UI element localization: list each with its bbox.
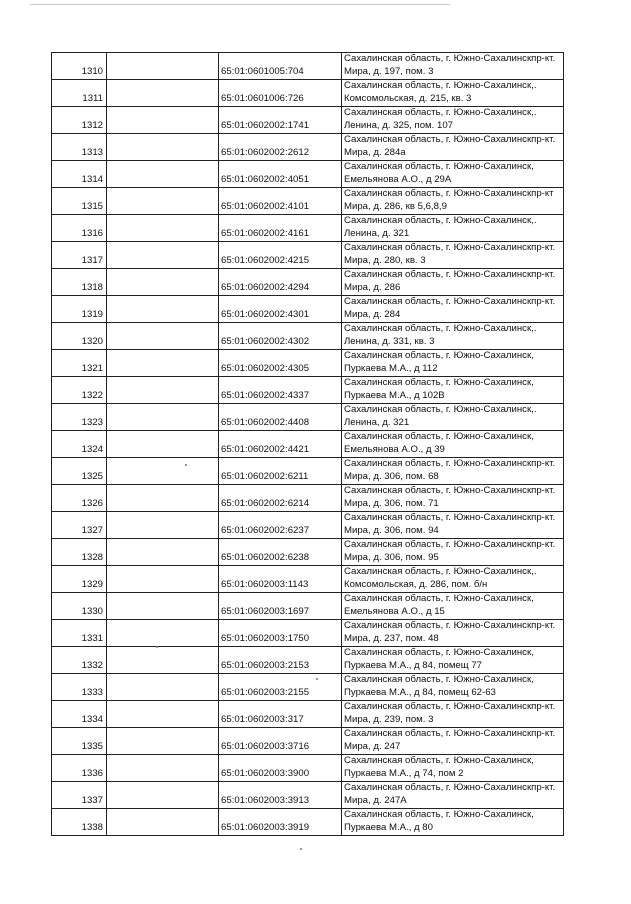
address-line-1: Сахалинская область, г. Южно-Сахалинскпр-кт. <box>344 485 556 496</box>
row-number: 1338 <box>52 809 107 836</box>
address-line-1: Сахалинская область, г. Южно-Сахалинск,. <box>344 107 537 118</box>
address-line-1: Сахалинская область, г. Южно-Сахалинскпр-кт. <box>344 458 556 469</box>
address-line-2: Комсомольская, д. 286, пом. б/н <box>344 578 488 590</box>
address-line-2: Ленина, д. 331, кв. 3 <box>344 335 435 347</box>
address-line-2: Ленина, д. 321 <box>344 227 410 239</box>
address-line-2: Мира, д. 237, пом. 48 <box>344 632 439 644</box>
address-cell <box>342 404 564 431</box>
address-cell <box>342 809 564 836</box>
address-line-1: Сахалинская область, г. Южно-Сахалинск, <box>344 593 534 604</box>
row-number: 1320 <box>52 323 107 350</box>
address-line-2: Емельянова А.О., д 29А <box>344 173 452 185</box>
table-row <box>52 107 564 134</box>
address-line-2: Мира, д. 286, кв 5,6,8,9 <box>344 200 447 212</box>
cadastral-number: 65:01:0602002:2612 <box>219 134 342 161</box>
table-row <box>52 323 564 350</box>
address-line-1: Сахалинская область, г. Южно-Сахалинскпр-кт. <box>344 242 556 253</box>
row-number: 1317 <box>52 242 107 269</box>
row-number: 1321 <box>52 350 107 377</box>
empty-cell <box>107 323 219 350</box>
address-cell <box>342 647 564 674</box>
empty-cell <box>107 458 219 485</box>
address-line-2: Ленина, д. 325, пом. 107 <box>344 119 453 131</box>
address-line-1: Сахалинская область, г. Южно-Сахалинск, <box>344 647 534 658</box>
property-registry-table <box>51 52 564 836</box>
address-line-2: Пуркаева М.А., д 74, пом 2 <box>344 767 464 779</box>
empty-cell <box>107 755 219 782</box>
cadastral-number: 65:01:0602003:3900 <box>219 755 342 782</box>
address-cell <box>342 134 564 161</box>
address-cell <box>342 80 564 107</box>
cadastral-number: 65:01:0601006:726 <box>219 80 342 107</box>
address-line-2: Пуркаева М.А., д 84, помещ 62-63 <box>344 686 496 698</box>
address-line-2: Пуркаева М.А., д 80 <box>344 821 433 833</box>
address-line-1: Сахалинская область, г. Южно-Сахалинск, <box>344 161 534 172</box>
cadastral-number: 65:01:0602002:4051 <box>219 161 342 188</box>
address-line-2: Мира, д. 306, пом. 68 <box>344 470 439 482</box>
empty-cell <box>107 566 219 593</box>
row-number: 1329 <box>52 566 107 593</box>
table-row <box>52 377 564 404</box>
table-row <box>52 809 564 836</box>
table-row <box>52 188 564 215</box>
table-row <box>52 431 564 458</box>
cadastral-number: 65:01:0602002:4294 <box>219 269 342 296</box>
cadastral-number: 65:01:0602003:2155 <box>219 674 342 701</box>
address-cell <box>342 161 564 188</box>
table-row <box>52 269 564 296</box>
address-cell <box>342 269 564 296</box>
row-number: 1311 <box>52 80 107 107</box>
table-row <box>52 485 564 512</box>
row-number: 1333 <box>52 674 107 701</box>
table-row <box>52 512 564 539</box>
address-line-1: Сахалинская область, г. Южно-Сахалинск,. <box>344 566 537 577</box>
row-number: 1312 <box>52 107 107 134</box>
address-line-1: Сахалинская область, г. Южно-Сахалинскпр-кт. <box>344 269 556 280</box>
cadastral-number: 65:01:0602002:4161 <box>219 215 342 242</box>
cadastral-number: 65:01:0602002:4301 <box>219 296 342 323</box>
row-number: 1310 <box>52 53 107 80</box>
scan-edge-line <box>30 4 450 5</box>
empty-cell <box>107 539 219 566</box>
address-line-1: Сахалинская область, г. Южно-Сахалинскпр-кт. <box>344 620 556 631</box>
row-number: 1325 <box>52 458 107 485</box>
address-cell <box>342 188 564 215</box>
address-line-2: Мира, д. 286 <box>344 281 401 293</box>
address-cell <box>342 458 564 485</box>
address-cell <box>342 728 564 755</box>
empty-cell <box>107 377 219 404</box>
address-line-1: Сахалинская область, г. Южно-Сахалинскпр-кт. <box>344 782 556 793</box>
cadastral-number: 65:01:0602002:4215 <box>219 242 342 269</box>
empty-cell <box>107 512 219 539</box>
cadastral-number: 65:01:0602003:3919 <box>219 809 342 836</box>
address-line-1: Сахалинская область, г. Южно-Сахалинск, <box>344 674 534 685</box>
address-cell <box>342 242 564 269</box>
table-row <box>52 404 564 431</box>
cadastral-number: 65:01:0602002:4101 <box>219 188 342 215</box>
table-row <box>52 593 564 620</box>
address-line-1: Сахалинская область, г. Южно-Сахалинск,. <box>344 215 537 226</box>
empty-cell <box>107 350 219 377</box>
address-cell <box>342 350 564 377</box>
empty-cell <box>107 80 219 107</box>
empty-cell <box>107 647 219 674</box>
address-line-2: Мира, д. 197, пом. 3 <box>344 65 434 77</box>
cadastral-number: 65:01:0602003:317 <box>219 701 342 728</box>
table-row <box>52 215 564 242</box>
empty-cell <box>107 404 219 431</box>
address-cell <box>342 755 564 782</box>
row-number: 1326 <box>52 485 107 512</box>
row-number: 1331 <box>52 620 107 647</box>
address-cell <box>342 377 564 404</box>
address-line-2: Мира, д. 306, пом. 94 <box>344 524 439 536</box>
address-line-2: Мира, д. 284а <box>344 146 406 158</box>
address-cell <box>342 566 564 593</box>
row-number: 1330 <box>52 593 107 620</box>
cadastral-number: 65:01:0602003:2153 <box>219 647 342 674</box>
address-line-2: Емельянова А.О., д 15 <box>344 605 445 617</box>
scan-speck <box>185 464 187 466</box>
cadastral-number: 65:01:0602002:4337 <box>219 377 342 404</box>
address-line-1: Сахалинская область, г. Южно-Сахалинск,. <box>344 323 537 334</box>
table-row <box>52 539 564 566</box>
address-line-1: Сахалинская область, г. Южно-Сахалинскпр-кт. <box>344 728 556 739</box>
address-cell <box>342 53 564 80</box>
table-row <box>52 458 564 485</box>
table-row <box>52 566 564 593</box>
address-cell <box>342 674 564 701</box>
row-number: 1319 <box>52 296 107 323</box>
empty-cell <box>107 296 219 323</box>
address-line-1: Сахалинская область, г. Южно-Сахалинскпр-кт. <box>344 701 556 712</box>
address-line-2: Пуркаева М.А., д 84, помещ 77 <box>344 659 482 671</box>
address-line-2: Пуркаева М.А., д 112 <box>344 362 438 374</box>
scan-speck <box>300 848 302 850</box>
cadastral-number: 65:01:0602003:1697 <box>219 593 342 620</box>
row-number: 1318 <box>52 269 107 296</box>
cadastral-number: 65:01:0602002:6211 <box>219 458 342 485</box>
address-line-2: Пуркаева М.А., д 102В <box>344 389 445 401</box>
table-row <box>52 161 564 188</box>
row-number: 1332 <box>52 647 107 674</box>
table-row <box>52 755 564 782</box>
row-number: 1328 <box>52 539 107 566</box>
empty-cell <box>107 674 219 701</box>
row-number: 1336 <box>52 755 107 782</box>
empty-cell <box>107 107 219 134</box>
cadastral-number: 65:01:0602002:4408 <box>219 404 342 431</box>
table-row <box>52 620 564 647</box>
table-body <box>52 53 564 836</box>
table-row <box>52 674 564 701</box>
address-line-1: Сахалинская область, г. Южно-Сахалинскпр-кт. <box>344 134 556 145</box>
address-cell <box>342 593 564 620</box>
table-row <box>52 134 564 161</box>
empty-cell <box>107 188 219 215</box>
address-cell <box>342 431 564 458</box>
empty-cell <box>107 809 219 836</box>
empty-cell <box>107 242 219 269</box>
address-line-2: Мира, д. 247А <box>344 794 407 806</box>
cadastral-number: 65:01:0601005:704 <box>219 53 342 80</box>
cadastral-number: 65:01:0602002:6214 <box>219 485 342 512</box>
address-line-2: Емельянова А.О., д 39 <box>344 443 445 455</box>
address-line-1: Сахалинская область, г. Южно-Сахалинскпр-кт <box>344 188 554 199</box>
row-number: 1327 <box>52 512 107 539</box>
row-number: 1322 <box>52 377 107 404</box>
row-number: 1313 <box>52 134 107 161</box>
empty-cell <box>107 161 219 188</box>
cadastral-number: 65:01:0602003:1143 <box>219 566 342 593</box>
cadastral-number: 65:01:0602002:4421 <box>219 431 342 458</box>
address-line-2: Комсомольская, д. 215, кв. 3 <box>344 92 472 104</box>
row-number: 1337 <box>52 782 107 809</box>
address-cell <box>342 620 564 647</box>
cadastral-number: 65:01:0602002:1741 <box>219 107 342 134</box>
address-line-2: Мира, д. 280, кв. 3 <box>344 254 426 266</box>
scan-speck <box>156 646 158 648</box>
empty-cell <box>107 134 219 161</box>
row-number: 1334 <box>52 701 107 728</box>
address-cell <box>342 215 564 242</box>
empty-cell <box>107 215 219 242</box>
cadastral-number: 65:01:0602002:4302 <box>219 323 342 350</box>
table-row <box>52 701 564 728</box>
cadastral-number: 65:01:0602003:3716 <box>219 728 342 755</box>
address-line-2: Мира, д. 239, пом. 3 <box>344 713 434 725</box>
address-line-2: Мира, д. 306, пом. 71 <box>344 497 439 509</box>
empty-cell <box>107 269 219 296</box>
address-line-2: Мира, д. 306, пом. 95 <box>344 551 439 563</box>
empty-cell <box>107 782 219 809</box>
address-cell <box>342 107 564 134</box>
cadastral-number: 65:01:0602002:4305 <box>219 350 342 377</box>
cadastral-number: 65:01:0602003:3913 <box>219 782 342 809</box>
address-cell <box>342 485 564 512</box>
address-line-1: Сахалинская область, г. Южно-Сахалинскпр-кт. <box>344 53 556 64</box>
address-line-2: Ленина, д. 321 <box>344 416 410 428</box>
address-line-1: Сахалинская область, г. Южно-Сахалинск, <box>344 350 534 361</box>
address-cell <box>342 512 564 539</box>
row-number: 1315 <box>52 188 107 215</box>
empty-cell <box>107 53 219 80</box>
address-cell <box>342 539 564 566</box>
row-number: 1335 <box>52 728 107 755</box>
scan-speck <box>316 678 318 680</box>
row-number: 1314 <box>52 161 107 188</box>
empty-cell <box>107 728 219 755</box>
address-cell <box>342 323 564 350</box>
address-cell <box>342 701 564 728</box>
address-line-1: Сахалинская область, г. Южно-Сахалинск,. <box>344 80 537 91</box>
address-cell <box>342 782 564 809</box>
address-cell <box>342 296 564 323</box>
address-line-1: Сахалинская область, г. Южно-Сахалинскпр-кт. <box>344 512 556 523</box>
address-line-2: Мира, д. 284 <box>344 308 401 320</box>
cadastral-number: 65:01:0602002:6237 <box>219 512 342 539</box>
table-row <box>52 80 564 107</box>
table-row <box>52 350 564 377</box>
cadastral-number: 65:01:0602003:1750 <box>219 620 342 647</box>
empty-cell <box>107 593 219 620</box>
table-row <box>52 782 564 809</box>
empty-cell <box>107 701 219 728</box>
empty-cell <box>107 620 219 647</box>
table-row <box>52 647 564 674</box>
table-row <box>52 728 564 755</box>
table-row <box>52 242 564 269</box>
address-line-1: Сахалинская область, г. Южно-Сахалинскпр-кт. <box>344 296 556 307</box>
address-line-2: Мира, д. 247 <box>344 740 401 752</box>
table-row <box>52 53 564 80</box>
address-line-1: Сахалинская область, г. Южно-Сахалинск, <box>344 755 534 766</box>
row-number: 1324 <box>52 431 107 458</box>
address-line-1: Сахалинская область, г. Южно-Сахалинск, <box>344 809 534 820</box>
table-row <box>52 296 564 323</box>
row-number: 1323 <box>52 404 107 431</box>
cadastral-number: 65:01:0602002:6238 <box>219 539 342 566</box>
address-line-1: Сахалинская область, г. Южно-Сахалинск,. <box>344 404 537 415</box>
address-line-1: Сахалинская область, г. Южно-Сахалинск, <box>344 377 534 388</box>
empty-cell <box>107 431 219 458</box>
address-line-1: Сахалинская область, г. Южно-Сахалинск, <box>344 431 534 442</box>
address-line-1: Сахалинская область, г. Южно-Сахалинскпр-кт. <box>344 539 556 550</box>
row-number: 1316 <box>52 215 107 242</box>
empty-cell <box>107 485 219 512</box>
